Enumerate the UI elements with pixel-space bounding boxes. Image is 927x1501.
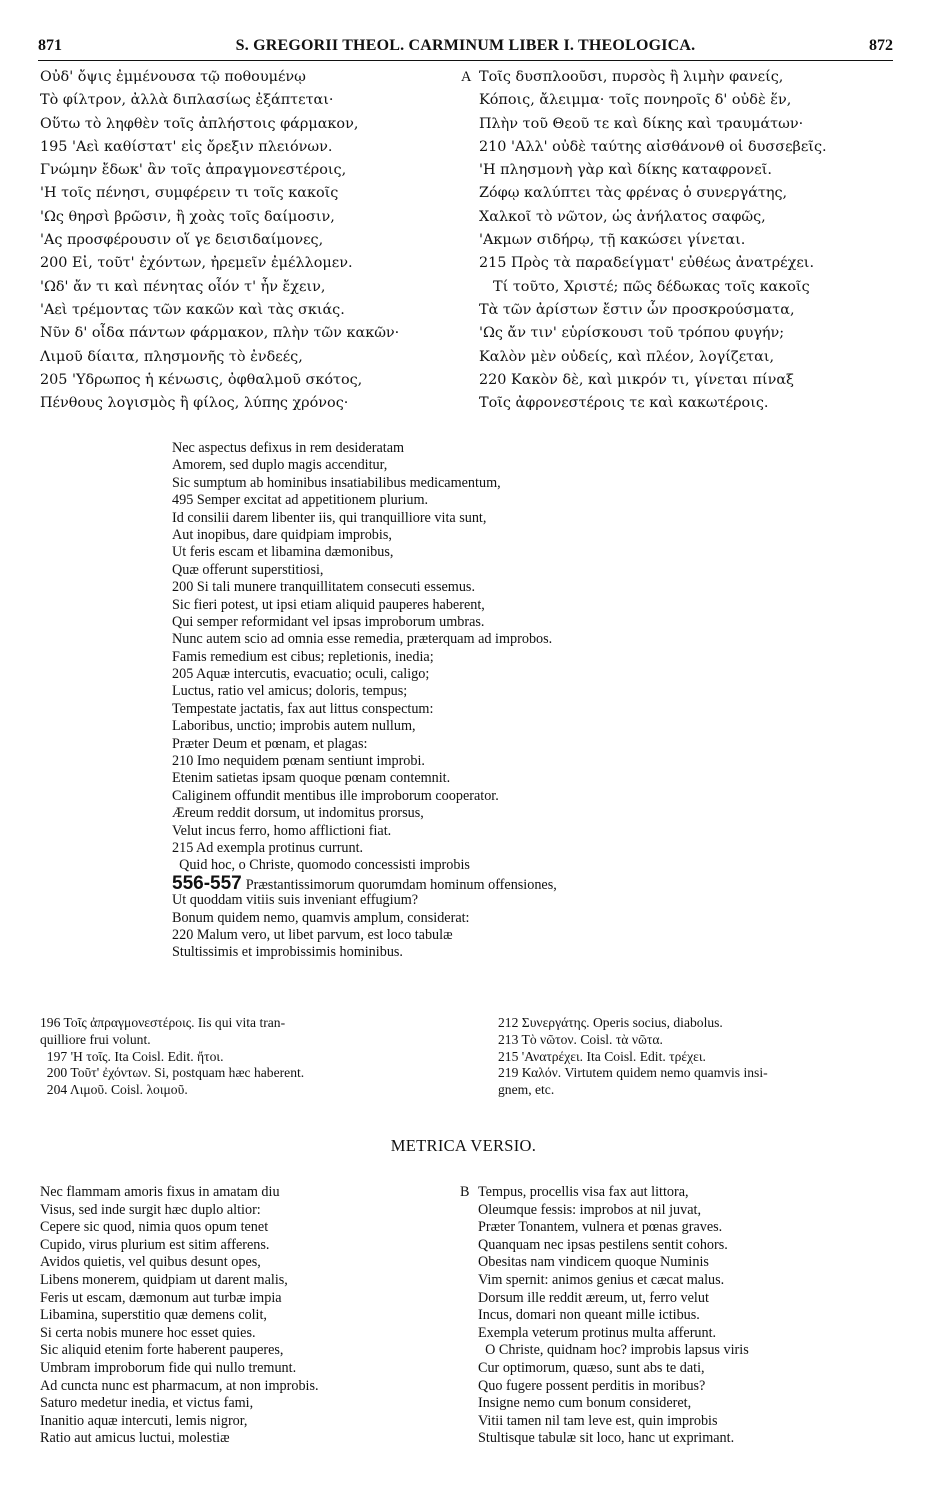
greek-line: Καλὸν μὲν οὐδείς, καὶ πλέον, λογίζεται,	[479, 348, 775, 365]
greek-line: Τὸ φίλτρον, ἀλλὰ διπλασίως ἐξάπτεται·	[40, 92, 334, 109]
footnotes-right	[498, 1015, 898, 1099]
verse-line: Ratio aut amicus luctui, molestiæ	[40, 1430, 230, 1447]
greek-line: 'Η τοῖς πένησι, συμφέρειν τι τοῖς κακοῖς	[40, 185, 339, 202]
verse-line: Sic aliquid etenim forte haberent pauperes,	[40, 1342, 284, 1359]
greek-line: 200 Εἰ, τοῦτ' ἐχόντων, ἠρεμεῖν ἐμέλλομεν.	[40, 255, 353, 272]
verse-line: Exempla veterum protinus multa afferunt.	[478, 1324, 717, 1341]
latin-line: Præstantissimorum quorumdam hominum offensiones,	[245, 876, 557, 893]
latin-line: Qui semper reformidant vel ipsas improborum umbras.	[172, 613, 485, 630]
latin-line: 200 Si tali munere tranquillitatem consecuti essemus.	[172, 579, 475, 596]
footnote-line: 213 Τὸ νῶτον. Coisl. τὰ νῶτα.	[498, 1031, 663, 1047]
footnotes-left	[40, 1015, 460, 1099]
latin-translation	[172, 440, 752, 962]
latin-line: Nunc autem scio ad omnia esse remedia, præterquam ad improbos.	[172, 631, 553, 648]
latin-line: Amorem, sed duplo magis accenditur,	[172, 457, 388, 474]
footnote-line: 196 Τοῖς ἀπραγμονεστέροις. Iis qui vita tran-	[40, 1015, 286, 1030]
verse-line: Cupido, virus plurium est sitim afferens.	[40, 1236, 270, 1253]
latin-line: Ut feris escam et libamina dæmonibus,	[172, 544, 394, 561]
verse-line: Obesitas nam vindicem quoque Numinis	[478, 1254, 709, 1271]
latin-line: Famis remedium est cibus; repletionis, inedia;	[172, 648, 434, 665]
greek-line: 'Ας προσφέρουσιν οἵ γε δεισιδαίμονες,	[40, 232, 324, 249]
verse-line: Avidos quietis, vel quibus desunt opes,	[40, 1254, 261, 1271]
greek-text-right-column	[461, 66, 891, 415]
verse-line: Umbram improborum fide qui nullo tremunt.	[40, 1359, 297, 1376]
footnote-line: 200 Τοῦτ' ἐχόντων. Si, postquam hæc haberent.	[40, 1065, 305, 1081]
verse-line: Quo fugere possent perditis in moribus?	[478, 1377, 706, 1394]
greek-line: Πένθους λογισμὸς ἢ φίλος, λύπης χρόνος·	[40, 395, 349, 412]
verse-line: Stultisque tabulæ sit loco, hanc ut exprimant.	[478, 1430, 735, 1447]
latin-line: Velut incus ferro, homo afflictioni fiat.	[172, 822, 392, 839]
footnote-line: 197 'Η τοῖς. Ita Coisl. Edit. ἤτοι.	[40, 1048, 224, 1064]
verse-line: Quanquam nec ipsas pestilens sentit cohors.	[478, 1236, 728, 1253]
latin-line: 215 Ad exempla protinus currunt.	[172, 839, 364, 856]
greek-line: 'Η πλησμονὴ γὰρ καὶ δίκης καταφρονεῖ.	[479, 162, 772, 179]
greek-line: 'Ως θηρσὶ βρῶσιν, ἢ χοὰς τοῖς δαίμοσιν,	[40, 208, 335, 225]
greek-line: 'Αεὶ τρέμοντας τῶν κακῶν καὶ τὰς σκιάς.	[40, 301, 345, 318]
verse-line: Libamina, superstitio quæ demens colit,	[40, 1307, 267, 1324]
latin-line: 205 Aquæ intercutis, evacuatio; oculi, caligo;	[172, 666, 430, 683]
greek-line: Ζόφῳ καλύπτει τὰς φρένας ὁ συνεργάτης,	[479, 185, 788, 202]
verse-line: Cepere sic quod, nimia quos opum tenet	[40, 1219, 269, 1236]
latin-line: 210 Imo nequidem pœnam sentiunt improbi.	[172, 753, 425, 770]
verse-line: Feris ut escam, dæmonum aut turbæ impia	[40, 1289, 282, 1306]
greek-line: Χαλκοῖ τὸ νῶτον, ὡς ἀνήλατος σαφῶς,	[479, 208, 766, 225]
page-number-left: 871	[38, 37, 62, 54]
section-marker-b: B	[460, 1184, 470, 1200]
running-title: S. GREGORII THEOL. CARMINUM LIBER I. THEOLOGICA.	[235, 37, 696, 54]
footnote-line: 204 Λιμοῦ. Coisl. λοιμοῦ.	[40, 1082, 188, 1098]
footnote-line: 212 Συνεργάτης. Operis socius, diabolus.	[498, 1015, 723, 1030]
verse-line: Incus, domari non queant mille ictibus.	[478, 1307, 700, 1324]
verse-right-column	[460, 1184, 900, 1448]
greek-line: Τί τοῦτο, Χριστέ; πῶς δέδωκας τοῖς κακοῖς	[493, 278, 810, 295]
greek-line: 'Ως ἄν τιν' εὑρίσκουσι τοῦ τρόπου φυγήν;	[479, 325, 785, 342]
latin-line: Sic sumptum ab hominibus insatiabilibus medicamentum,	[172, 474, 501, 491]
verse-line: Vitii tamen nil tam leve est, quin improbis	[478, 1412, 718, 1429]
latin-line: Laboribus, unctio; improbis autem nullum,	[172, 718, 416, 735]
greek-line: 220 Κακὸν δὲ, καὶ μικρόν τι, γίνεται πίναξ	[479, 371, 794, 388]
latin-line: 220 Malum vero, ut libet parvum, est loco tabulæ	[172, 926, 453, 943]
latin-line: Id consilii darem libenter iis, qui tranquilliore vita sunt,	[172, 509, 487, 526]
greek-line: Τοῖς ἀφρονεστέροις τε καὶ κακωτέροις.	[479, 395, 769, 412]
verse-line: Insigne nemo cum bonum consideret,	[478, 1395, 692, 1412]
verse-line: Tempus, procellis visa fax aut littora,	[478, 1184, 689, 1200]
footnote-line: 219 Καλόν. Virtutem quidem nemo quamvis insi-	[498, 1065, 768, 1081]
greek-line: 205 'Υδρωπος ἡ κένωσις, ὀφθαλμοῦ σκότος,	[40, 371, 363, 388]
column-marker: 556-557	[172, 872, 242, 894]
metrica-versio-heading: METRICA VERSIO.	[390, 1136, 537, 1155]
verse-line: Cur optimorum, quæso, sunt abs te dati,	[478, 1359, 705, 1376]
verse-line: Ad cuncta nunc est pharmacum, at non improbis.	[40, 1377, 319, 1394]
verse-line: Si certa nobis munere hoc esset quies.	[40, 1324, 256, 1341]
latin-line: 495 Semper excitat ad appetitionem plurium.	[172, 492, 429, 509]
greek-line: 'Ακμων σιδήρῳ, τῇ κακώσει γίνεται.	[479, 232, 746, 249]
latin-line: Luctus, ratio vel amicus; doloris, tempus;	[172, 683, 408, 700]
latin-line: Caliginem offundit mentibus ille improborum cooperator.	[172, 787, 499, 804]
verse-line: Libens monerem, quidpiam ut darent malis,	[40, 1271, 288, 1288]
verse-line: Saturo medetur inedia, et victus fami,	[40, 1395, 254, 1412]
section-marker-a: A	[461, 69, 472, 85]
footnote-line: quilliore frui volunt.	[40, 1031, 151, 1047]
verse-line: O Christe, quidnam hoc? improbis lapsus viris	[478, 1342, 749, 1359]
page-number-right: 872	[869, 37, 893, 54]
latin-line: Præter Deum et pœnam, et plagas:	[172, 735, 368, 752]
verse-line: Oleumque fessis: improbos at nil juvat,	[478, 1201, 702, 1218]
verse-left-column	[40, 1184, 460, 1448]
greek-line: Οὐδ' ὄψις ἐμμένουσα τῷ ποθουμένῳ	[40, 69, 306, 85]
latin-line: Quid hoc, o Christe, quomodo concessisti improbis	[172, 857, 470, 874]
latin-line: Quæ offerunt superstitiosi,	[172, 561, 324, 578]
verse-line: Inanitio aquæ intercuti, lemis nigror,	[40, 1412, 248, 1429]
greek-line: 210 'Αλλ' οὐδὲ ταύτης αἰσθάνονθ οἱ δυσσεβεῖς.	[479, 138, 827, 155]
verse-line: Præter Tonantem, vulnera et pœnas graves.	[478, 1219, 723, 1236]
verse-line: Nec flammam amoris fixus in amatam diu	[40, 1184, 280, 1200]
footnote-line: 215 'Ανατρέχει. Ita Coisl. Edit. τρέχει.	[498, 1048, 706, 1064]
verse-line: Vim spernit: animos genius et cæcat malus.	[478, 1271, 725, 1288]
latin-line: Ut quoddam vitiis suis inveniant effugium?	[172, 892, 419, 909]
greek-line: Οὕτω τὸ ληφθὲν τοῖς ἀπλήστοις φάρμακον,	[40, 115, 359, 132]
greek-line: Κόποις, ἄλειμμα· τοῖς πονηροῖς δ' οὐδὲ ἕν,	[479, 92, 792, 109]
greek-line: 215 Πρὸς τὰ παραδείγματ' εὐθέως ἀνατρέχει.	[479, 255, 815, 272]
greek-line: Λιμοῦ δίαιτα, πλησμονῆς τὸ ἐνδεές,	[40, 348, 303, 365]
greek-text-left-column	[40, 66, 460, 415]
latin-line: Etenim satietas ipsam quoque pœnam contemnit.	[172, 770, 451, 787]
greek-line: 195 'Αεὶ καθίστατ' εἰς ὄρεξιν πλειόνων.	[40, 138, 333, 155]
greek-line: Τοῖς δυσπλοοῦσι, πυρσὸς ἢ λιμὴν φανείς,	[479, 69, 784, 85]
footnote-line: gnem, etc.	[498, 1082, 555, 1098]
greek-line: Γνώμην ἔδωκ' ἂν τοῖς ἀπραγμονεστέροις,	[40, 162, 347, 179]
latin-line: Sic fieri potest, ut ipsi etiam aliquid pauperes haberent,	[172, 596, 485, 613]
latin-line: Stultissimis et improbissimis hominibus.	[172, 944, 403, 961]
latin-line: Tempestate jactatis, fax aut littus conspectum:	[172, 700, 434, 717]
greek-line: 'Ωδ' ἄν τι καὶ πένητας οἷόν τ' ἦν ἔχειν,	[40, 278, 326, 295]
verse-line: Dorsum ille reddit æreum, ut, ferro velut	[478, 1289, 709, 1306]
greek-line: Τὰ τῶν ἀρίστων ἔστιν ὧν προσκρούσματα,	[479, 301, 795, 318]
latin-line: Nec aspectus defixus in rem desideratam	[172, 440, 405, 456]
running-header	[38, 34, 893, 61]
latin-line: Bonum quidem nemo, quamvis amplum, considerat:	[172, 909, 470, 926]
latin-line: Aut inopibus, dare quidpiam improbis,	[172, 526, 392, 543]
greek-line: Νῦν δ' οἶδα πάντων φάρμακον, πλὴν τῶν κακῶν·	[40, 325, 400, 342]
greek-line: Πλὴν τοῦ Θεοῦ τε καὶ δίκης καὶ τραυμάτων·	[479, 115, 804, 132]
verse-line: Visus, sed inde surgit hæc duplo altior:	[40, 1201, 261, 1218]
latin-line: Æreum reddit dorsum, ut indomitus prorsus,	[172, 805, 424, 822]
